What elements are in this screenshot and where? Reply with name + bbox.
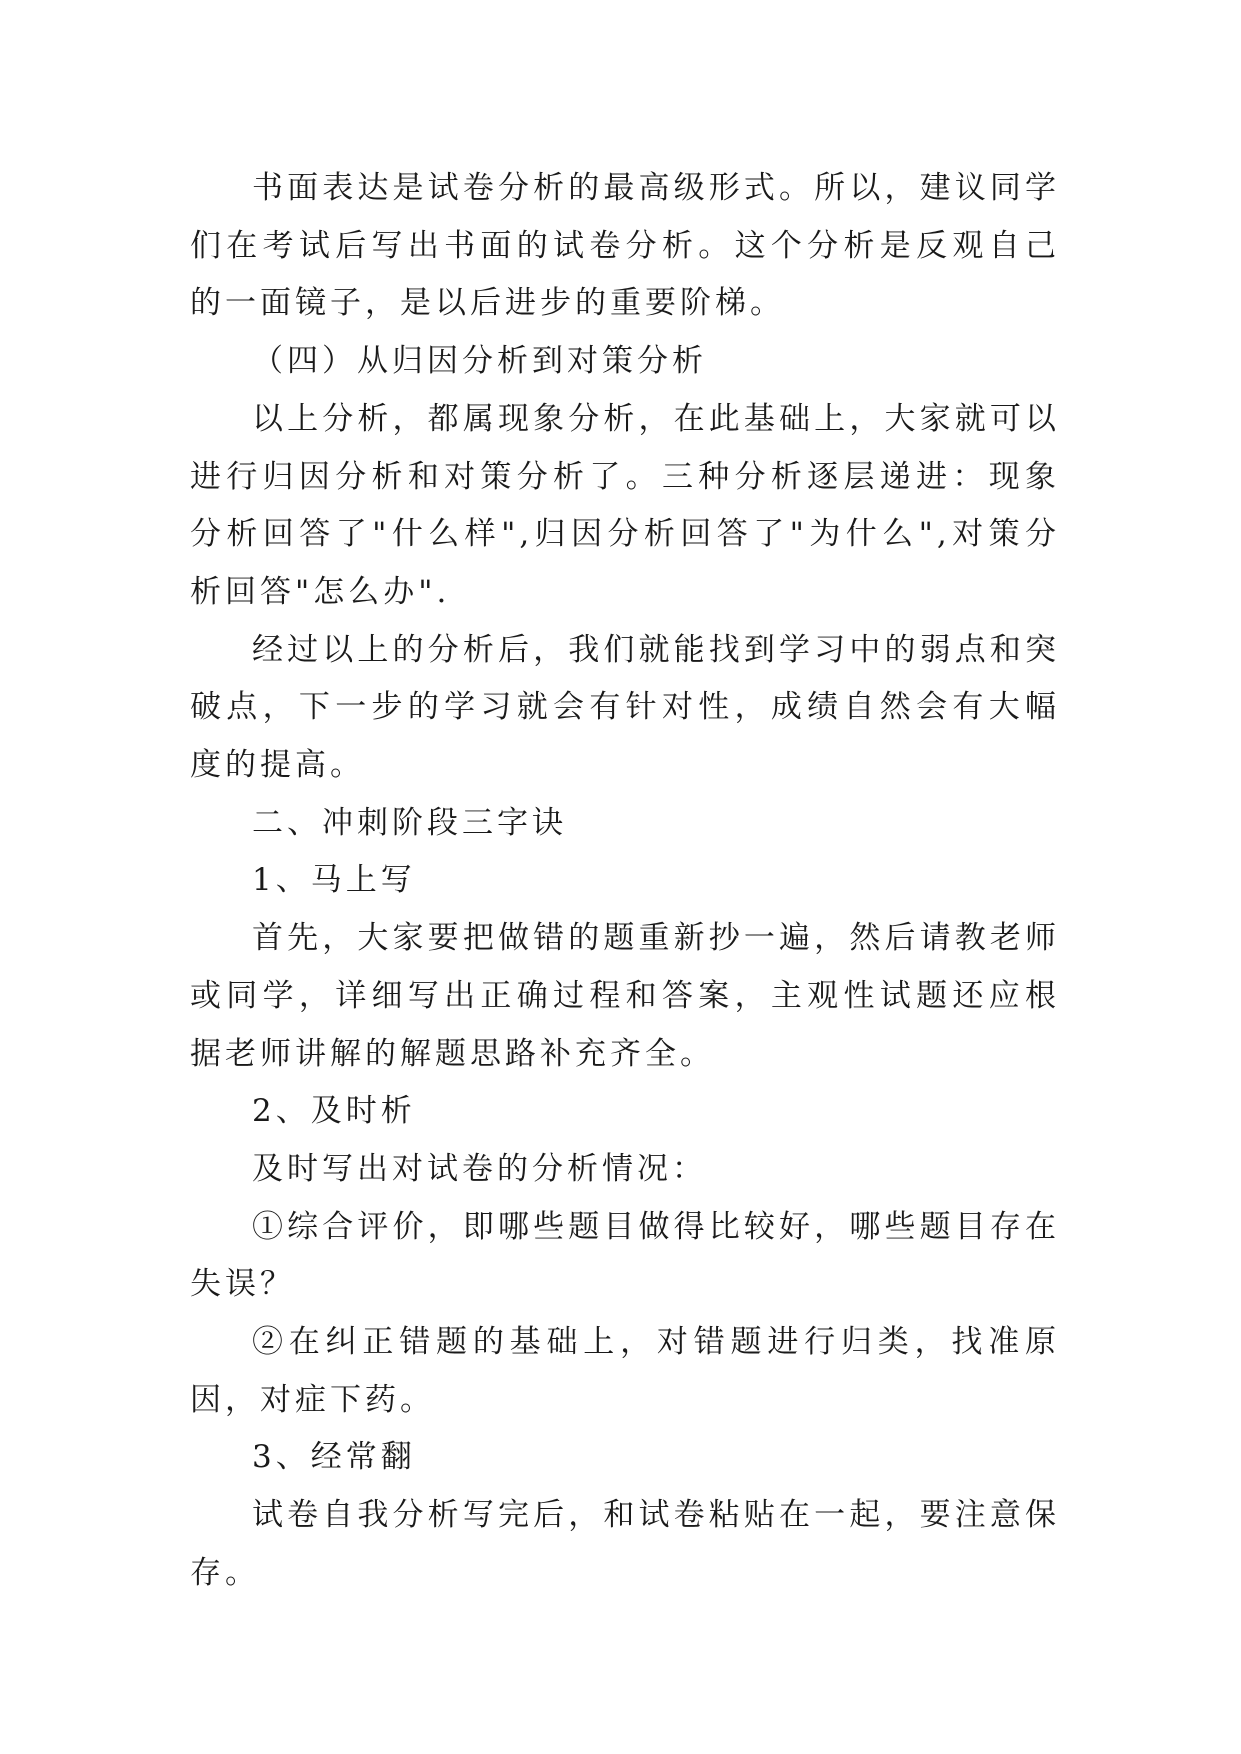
heading-analyze-timely: 2、及时析 bbox=[252, 1093, 416, 1130]
heading-write-immediately: 1、马上写 bbox=[252, 862, 416, 899]
list-item-classify-errors: ②在纠正错题的基础上，对错题进行归类，找准原因，对症下药。 bbox=[190, 1324, 1060, 1418]
heading-sprint-three-words: 二、冲刺阶段三字诀 bbox=[252, 804, 567, 841]
paragraph-find-weakness: 经过以上的分析后，我们就能找到学习中的弱点和突破点，下一步的学习就会有针对性，成绩自然会有大幅度的提高。 bbox=[190, 631, 1060, 784]
paragraph-three-analyses: 以上分析，都属现象分析，在此基础上，大家就可以进行归因分析和对策分析了。三种分析逐层递进：现象分析回答了"什么样",归因分析回答了"为什么",对策分析回答"怎么办". bbox=[190, 400, 1060, 610]
paragraph-recopy-errors: 首先，大家要把做错的题重新抄一遍，然后请教老师或同学，详细写出正确过程和答案，主观性试题还应根据老师讲解的解题思路补充齐全。 bbox=[190, 920, 1060, 1072]
paragraph-written-analysis: 书面表达是试卷分析的最高级形式。所以，建议同学们在考试后写出书面的试卷分析。这个分析是反观自己的一面镜子，是以后进步的重要阶梯。 bbox=[190, 170, 1060, 322]
document-body bbox=[190, 160, 1060, 1603]
list-item-overall-evaluation: ①综合评价，即哪些题目做得比较好，哪些题目存在失误？ bbox=[190, 1208, 1060, 1303]
heading-attribution-to-strategy: （四）从归因分析到对策分析 bbox=[252, 343, 707, 380]
paragraph-keep-papers: 试卷自我分析写完后，和试卷粘贴在一起，要注意保存。 bbox=[190, 1497, 1060, 1591]
heading-review-often: 3、经常翻 bbox=[252, 1439, 416, 1476]
paragraph-write-analysis: 及时写出对试卷的分析情况： bbox=[252, 1150, 707, 1187]
